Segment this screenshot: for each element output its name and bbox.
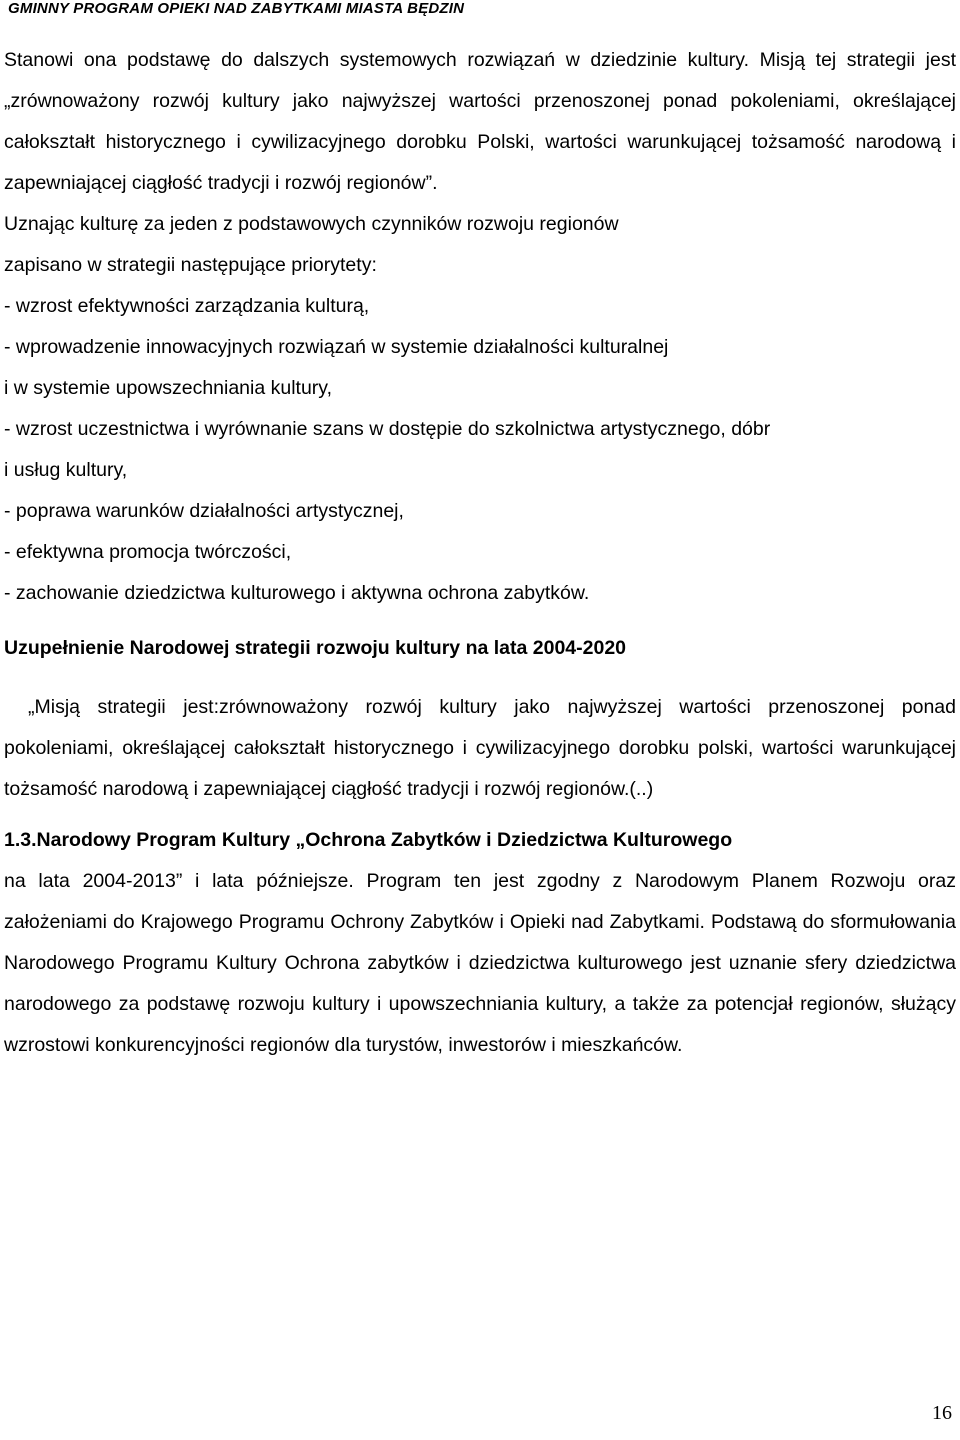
priority-item: - zachowanie dziedzictwa kulturowego i aktywna ochrona zabytków. xyxy=(4,582,590,604)
priority-item: - wzrost uczestnictwa i wyrównanie szans w dostępie do szkolnictwa artystycznego, dóbr xyxy=(4,418,771,440)
supplement-quote xyxy=(4,687,956,810)
priority-item: - wprowadzenie innowacyjnych rozwiązań w systemie działalności kulturalnej xyxy=(4,336,669,358)
priority-item-continuation: i w systemie upowszechniania kultury, xyxy=(4,377,333,399)
program-title: 1.3.Narodowy Program Kultury „Ochrona Zabytków i Dziedzictwa Kulturowego xyxy=(4,829,733,851)
supplement-quote-text: „Misją strategii jest:zrównoważony rozwój kultury jako najwyższej wartości przenoszonej ponad pokoleniami, określającej całokształt historycznego i cywilizacyjnego dorobku polski, wartości warunkującej tożsamość narodową i zapewniającej ciągłość tradycji i rozwój regionów.(..) xyxy=(4,696,956,800)
priority-item: - wzrost efektywności zarządzania kulturą, xyxy=(4,295,370,317)
page-header-title: GMINNY PROGRAM OPIEKI NAD ZABYTKAMI MIASTA BĘDZIN xyxy=(8,0,465,17)
priority-item-continuation: i usług kultury, xyxy=(4,459,128,481)
intro-paragraph: Stanowi ona podstawę do dalszych systemowych rozwiązań w dziedzinie kultury. Misją tej strategii jest „zrównoważony rozwój kultury jako najwyższej wartości przenoszonej ponad pokoleniami, określającej całokształt historycznego i cywilizacyjnego dorobku Polski, wartości warunkującej tożsamość narodową i zapewniającej ciągłość tradycji i rozwój regionów”. xyxy=(4,49,956,194)
priorities-intro-line-2: zapisano w strategii następujące priorytety: xyxy=(4,254,377,276)
program-body: na lata 2004-2013” i lata późniejsze. Program ten jest zgodny z Narodowym Planem Rozwoju oraz założeniami do Krajowego Programu Ochrony Zabytków i Opieki nad Zabytkami. Podstawą do sformułowania Narodowego Programu Kultury Ochrona zabytków i dziedzictwa kulturowego jest uznanie sfery dziedzictwa narodowego za podstawę rozwoju kultury i upowszechniania kultury, a także za potencjał regionów, służący wzrostowi konkurencyjności regionów dla turystów, inwestorów i mieszkańców. xyxy=(4,870,956,1056)
priorities-block xyxy=(4,204,956,614)
supplement-heading: Uzupełnienie Narodowej strategii rozwoju kultury na lata 2004-2020 xyxy=(4,637,627,659)
program-paragraph xyxy=(4,820,956,1066)
priority-item: - poprawa warunków działalności artystycznej, xyxy=(4,500,404,522)
priorities-intro-line-1: Uznając kulturę za jeden z podstawowych czynników rozwoju regionów xyxy=(4,213,619,235)
page-number: 16 xyxy=(932,1402,952,1424)
priority-item: - efektywna promocja twórczości, xyxy=(4,541,292,563)
document-body xyxy=(4,40,956,1066)
